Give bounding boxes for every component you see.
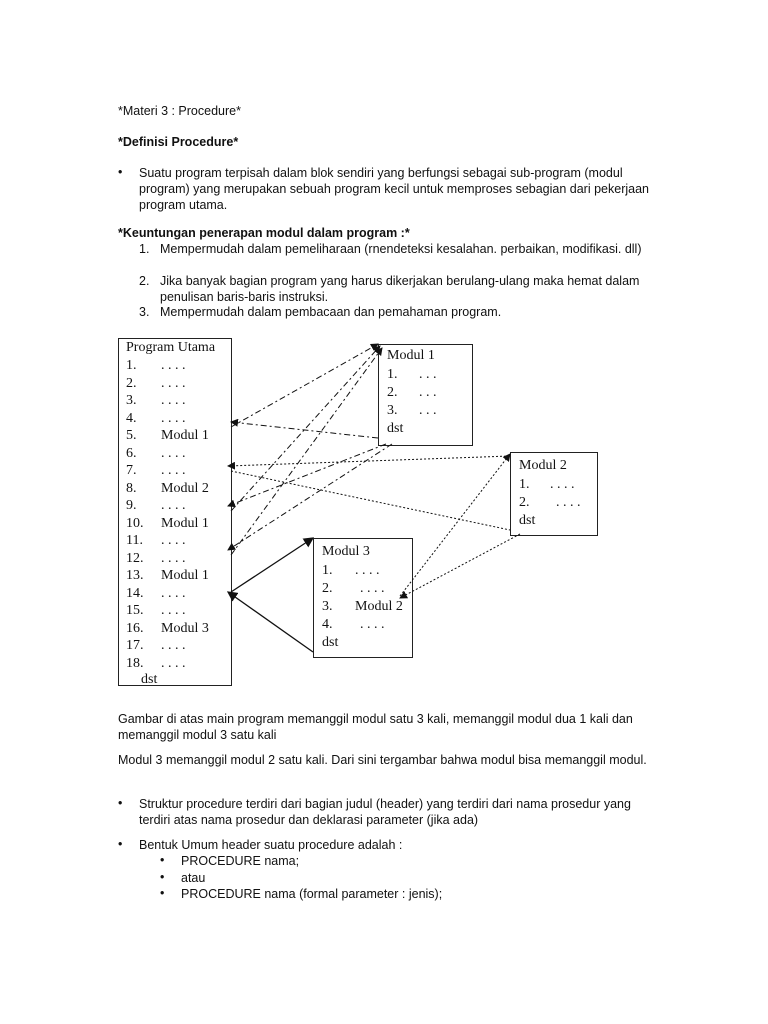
modul2-line-2-num: 2. bbox=[519, 495, 530, 510]
program-utama-line-num: 4. bbox=[126, 410, 137, 426]
program-utama-line-num: 2. bbox=[126, 375, 137, 391]
program-utama-title: Program Utama bbox=[126, 340, 216, 355]
modul2-line-1-text: . . . . bbox=[550, 477, 575, 492]
modul1-end: dst bbox=[387, 421, 404, 436]
keuntungan-num-1: 1. bbox=[139, 242, 150, 256]
arrow-modul2-return-main8 bbox=[228, 456, 510, 466]
program-utama-line-num: 18. bbox=[126, 655, 144, 671]
program-utama-end: dst bbox=[141, 672, 158, 687]
modul1-line-1-text: . . . bbox=[419, 367, 437, 382]
modul2-line-2-text: . . . . bbox=[556, 495, 581, 510]
program-utama-line-text: . . . . bbox=[161, 603, 186, 618]
modul3-line-4-text: . . . . bbox=[360, 617, 385, 632]
bullet-glyph: • bbox=[118, 165, 123, 179]
program-utama-line-text: . . . . bbox=[161, 358, 186, 373]
caption-1: Gambar di atas main program memanggil modul satu 3 kali, memanggil modul dua 1 kali dan memanggil modul 3 satu kali bbox=[118, 712, 633, 742]
modul2-end: dst bbox=[519, 513, 536, 528]
program-utama-line-text: Modul 2 bbox=[161, 480, 209, 496]
keuntungan-item-3: Mempermudah dalam pembacaan dan pemahaman program. bbox=[160, 305, 502, 319]
arrow-main5-to-modul1 bbox=[231, 344, 378, 427]
bullet-glyph: • bbox=[160, 853, 165, 867]
bullet-glyph: • bbox=[160, 886, 165, 900]
program-utama-line-text: Modul 1 bbox=[161, 428, 209, 443]
modul1-line-2-num: 2. bbox=[387, 385, 398, 400]
modul2-title: Modul 2 bbox=[519, 458, 567, 473]
struktur-text: Struktur procedure terdiri dari bagian judul (header) yang terdiri dari nama prosedur yang terdiri atas nama prosedur dan deklarasi parameter (jika ada) bbox=[139, 797, 631, 827]
modul3-line-1-text: . . . . bbox=[355, 563, 380, 578]
program-utama-line-text: . . . . bbox=[161, 445, 186, 461]
keuntungan-heading: *Keuntungan penerapan modul dalam program :* bbox=[118, 226, 410, 240]
caption-2: Modul 3 memanggil modul 2 satu kali. Dari sini tergambar bahwa modul bisa memanggil modul. bbox=[118, 753, 647, 767]
program-utama-line-num: 3. bbox=[126, 393, 137, 408]
modul3-end: dst bbox=[322, 635, 339, 650]
doc-title: *Materi 3 : Procedure* bbox=[118, 104, 241, 118]
modul3-title: Modul 3 bbox=[322, 544, 370, 559]
program-utama-line-num: 6. bbox=[126, 445, 137, 461]
bentuk-item-2: atau bbox=[181, 871, 206, 885]
modul1-title: Modul 1 bbox=[387, 348, 435, 363]
definisi-text: Suatu program terpisah dalam blok sendiri yang berfungsi sebagai sub-program (modul program) yang merupakan sebuah program kecil untuk memproses sebagian dari pekerjaan program utama. bbox=[139, 166, 649, 212]
modul3-line-4-num: 4. bbox=[322, 617, 333, 632]
modul1-line-3-text: . . . bbox=[419, 403, 437, 418]
definisi-heading: *Definisi Procedure* bbox=[118, 135, 239, 149]
bullet-glyph: • bbox=[160, 870, 165, 884]
arrow-main16-to-modul3 bbox=[231, 538, 313, 592]
modul3-line-3-text: Modul 2 bbox=[355, 599, 403, 614]
arrow-modul1-return-main5 bbox=[231, 422, 378, 438]
program-utama-line-text: . . . . bbox=[161, 533, 186, 548]
program-utama-line-num: 12. bbox=[126, 550, 144, 566]
program-utama-line-text: . . . . bbox=[161, 655, 186, 671]
bullet-glyph: • bbox=[118, 837, 123, 851]
program-utama-line-num: 7. bbox=[126, 463, 137, 478]
program-utama-line-text: . . . . bbox=[161, 550, 186, 566]
program-utama-line-text: Modul 3 bbox=[161, 620, 209, 636]
bentuk-item-1: PROCEDURE nama; bbox=[181, 854, 300, 868]
arrow-modul1-return-main13 bbox=[228, 444, 392, 550]
program-utama-line-text: . . . . bbox=[161, 393, 186, 408]
keuntungan-num-3: 3. bbox=[139, 305, 150, 319]
program-utama-line-text: . . . . bbox=[161, 375, 186, 391]
arrow-modul3-to-modul2 bbox=[400, 454, 510, 596]
arrow-modul3-return-main16 bbox=[228, 592, 313, 652]
call-arrows bbox=[110, 330, 610, 695]
program-utama-line-num: 5. bbox=[126, 428, 137, 443]
modul3-line-2-num: 2. bbox=[322, 581, 333, 596]
program-utama-line-num: 16. bbox=[126, 620, 144, 636]
keuntungan-item-1: Mempermudah dalam pemeliharaan (rnendeteksi kesalahan. perbaikan, modifikasi. dll) bbox=[160, 242, 642, 256]
procedure-call-diagram bbox=[110, 330, 610, 695]
program-utama-line-text: . . . . bbox=[161, 410, 186, 426]
modul1-line-3-num: 3. bbox=[387, 403, 398, 418]
program-utama-line-text: Modul 1 bbox=[161, 568, 209, 583]
program-utama-line-num: 9. bbox=[126, 498, 137, 513]
bentuk-text: Bentuk Umum header suatu procedure adalah : bbox=[139, 838, 403, 852]
program-utama-line-num: 8. bbox=[126, 480, 137, 496]
program-utama-line-num: 10. bbox=[126, 515, 144, 531]
bentuk-item-3: PROCEDURE nama (formal parameter : jenis); bbox=[181, 887, 443, 901]
program-utama-line-num: 11. bbox=[126, 533, 143, 548]
bullet-glyph: • bbox=[118, 796, 123, 810]
program-utama-line-text: . . . . bbox=[161, 463, 186, 478]
program-utama-line-text: . . . . bbox=[161, 585, 186, 601]
program-utama-line-num: 14. bbox=[126, 585, 144, 601]
modul1-line-2-text: . . . bbox=[419, 385, 437, 400]
modul3-line-3-num: 3. bbox=[322, 599, 333, 614]
program-utama-line-num: 1. bbox=[126, 358, 137, 373]
modul3-line-2-text: . . . . bbox=[360, 581, 385, 596]
program-utama-line-num: 17. bbox=[126, 638, 144, 653]
modul1-line-1-num: 1. bbox=[387, 367, 398, 382]
arrow-modul2-return-modul3 bbox=[400, 534, 520, 598]
program-utama-line-text: Modul 1 bbox=[161, 515, 209, 531]
program-utama-line-num: 15. bbox=[126, 603, 144, 618]
program-utama-line-num: 13. bbox=[126, 568, 144, 583]
modul2-line-1-num: 1. bbox=[519, 477, 530, 492]
modul3-line-1-num: 1. bbox=[322, 563, 333, 578]
program-utama-line-text: . . . . bbox=[161, 498, 186, 513]
keuntungan-item-2: Jika banyak bagian program yang harus dikerjakan berulang-ulang maka hemat dalam penulisan baris-baris instruksi. bbox=[160, 274, 640, 304]
arrow-main13-to-modul1 bbox=[231, 348, 382, 555]
keuntungan-num-2: 2. bbox=[139, 274, 150, 288]
program-utama-line-text: . . . . bbox=[161, 638, 186, 653]
